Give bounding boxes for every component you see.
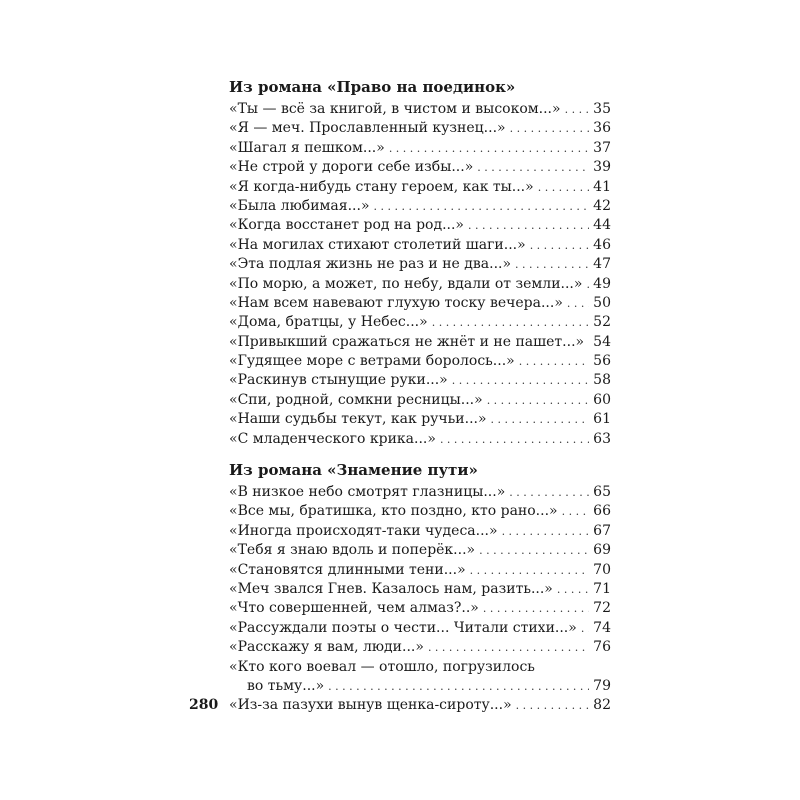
toc-entry — [229, 638, 611, 657]
entry-title: «Меч звался Гнев. Казалось нам, разить...» — [229, 580, 553, 597]
entry-page-number: 58 — [593, 372, 611, 389]
toc-entry — [229, 352, 611, 371]
entry-page-number: 66 — [593, 503, 611, 520]
toc-entry — [229, 371, 611, 390]
dot-leader — [428, 638, 589, 657]
entry-title: «Расскажу я вам, люди...» — [229, 639, 424, 656]
entry-title: «Раскинув стынущие руки...» — [229, 372, 448, 389]
entry-page-number: 71 — [593, 580, 611, 597]
entry-title: «Не строй у дороги себе избы...» — [229, 159, 474, 176]
dot-leader — [477, 158, 589, 177]
dot-leader — [581, 619, 589, 638]
dot-leader — [530, 236, 589, 255]
dot-leader — [586, 275, 589, 294]
entry-title: «Иногда происходят-таки чудеса...» — [229, 522, 498, 539]
entry-title: «Тебя я знаю вдоль и поперёк...» — [229, 542, 476, 559]
toc-entry — [229, 483, 611, 502]
toc-entry — [229, 255, 611, 274]
entry-page-number: 42 — [593, 197, 611, 214]
entry-page-number: 69 — [593, 542, 611, 559]
section-heading: Из романа «Знамение пути» — [229, 461, 478, 480]
dot-leader — [470, 561, 589, 580]
entry-title: «Кто кого воевал — отошло, погрузилось — [229, 658, 535, 675]
dot-leader — [538, 178, 589, 197]
entry-title: «Была любимая...» — [229, 197, 370, 214]
toc-entry — [229, 100, 611, 119]
entry-page-number: 49 — [593, 275, 611, 292]
entry-title: «С младенческого крика...» — [229, 430, 436, 447]
toc-section — [229, 74, 611, 449]
toc-section — [229, 457, 611, 716]
entry-title: «Гудящее море с ветрами боролось...» — [229, 353, 515, 370]
entry-title: «Становятся длинными тени...» — [229, 561, 466, 578]
toc-entry — [229, 502, 611, 521]
entry-title: «Дома, братцы, у Небес...» — [229, 314, 428, 331]
toc-list — [229, 100, 611, 449]
entry-page-number: 67 — [593, 522, 611, 539]
dot-leader — [440, 430, 589, 449]
toc-entry — [229, 119, 611, 138]
toc-entry — [229, 658, 611, 697]
entry-title: «Я — меч. Прославленный кузнец...» — [229, 120, 506, 137]
toc-list — [229, 483, 611, 716]
toc-entry — [229, 236, 611, 255]
toc-entry — [229, 275, 611, 294]
toc-entry — [229, 313, 611, 332]
entry-title: «В низкое небо смотрят глазницы...» — [229, 484, 506, 501]
dot-leader — [565, 100, 589, 119]
toc-entry — [229, 391, 611, 410]
dot-leader — [519, 352, 589, 371]
entry-page-number: 46 — [593, 236, 611, 253]
toc-entry — [229, 696, 611, 715]
entry-page-number: 56 — [593, 353, 611, 370]
toc-entry — [229, 580, 611, 599]
entry-page-number: 35 — [593, 101, 611, 117]
entry-page-number: 82 — [593, 697, 611, 714]
entry-page-number: 39 — [593, 159, 611, 176]
toc-entry — [229, 522, 611, 541]
toc-entry — [229, 410, 611, 429]
dot-leader — [515, 255, 589, 274]
table-of-contents — [229, 74, 611, 716]
entry-page-number: 63 — [593, 430, 611, 447]
entry-title: «Шагал я пешком...» — [229, 139, 385, 156]
dot-leader — [328, 677, 589, 696]
dot-leader — [432, 313, 589, 332]
toc-entry — [229, 294, 611, 313]
entry-title: «Эта подлая жизнь не раз и не два...» — [229, 256, 512, 273]
toc-entry — [229, 216, 611, 235]
toc-entry — [229, 619, 611, 638]
entry-page-number: 72 — [593, 600, 611, 617]
dot-leader — [468, 216, 589, 235]
toc-entry — [229, 197, 611, 216]
dot-leader — [374, 197, 589, 216]
entry-title: «Спи, родной, сомкни ресницы...» — [229, 391, 483, 408]
entry-page-number: 60 — [593, 391, 611, 408]
entry-title: «По морю, а может, по небу, вдали от земли...» — [229, 275, 583, 292]
entry-page-number: 50 — [593, 294, 611, 311]
dot-leader — [491, 410, 589, 429]
entry-title: «Рассуждали поэты о чести... Читали стихи...» — [229, 619, 577, 636]
dot-leader — [509, 483, 589, 502]
entry-title: «Привыкший сражаться не жнёт и не пашет...» — [229, 333, 585, 350]
toc-entry — [229, 139, 611, 158]
dot-leader — [389, 139, 589, 158]
entry-title: «Что совершенней, чем алмаз?..» — [229, 600, 479, 617]
entry-title-continuation: во тьму...» — [247, 677, 325, 694]
toc-entry — [229, 561, 611, 580]
entry-page-number: 37 — [593, 139, 611, 156]
entry-title: «Наши судьбы текут, как ручьи...» — [229, 411, 487, 428]
dot-leader — [516, 696, 589, 715]
toc-entry — [229, 158, 611, 177]
dot-leader — [483, 599, 589, 618]
dot-leader — [487, 391, 589, 410]
entry-page-number: 61 — [593, 411, 611, 428]
entry-page-number: 65 — [593, 484, 611, 501]
dot-leader — [452, 371, 589, 390]
dot-leader — [502, 522, 589, 541]
dot-leader — [588, 333, 589, 352]
dot-leader — [510, 119, 589, 138]
toc-entry — [229, 178, 611, 197]
dot-leader — [567, 294, 589, 313]
entry-page-number: 70 — [593, 561, 611, 578]
entry-title-continuation-line — [229, 677, 611, 696]
entry-page-number: 47 — [593, 256, 611, 273]
toc-entry — [229, 333, 611, 352]
entry-page-number: 44 — [593, 217, 611, 234]
entry-title: «Когда восстанет род на род...» — [229, 217, 464, 234]
toc-entry — [229, 430, 611, 449]
dot-leader — [562, 502, 589, 521]
entry-page-number: 52 — [593, 314, 611, 331]
toc-entry — [229, 541, 611, 560]
entry-page-number: 79 — [593, 677, 611, 694]
section-heading: Из романа «Право на поединок» — [229, 78, 516, 96]
entry-page-number: 54 — [593, 333, 611, 350]
entry-page-number: 74 — [593, 619, 611, 636]
dot-leader — [557, 580, 589, 599]
toc-entry — [229, 599, 611, 618]
entry-page-number: 76 — [593, 639, 611, 656]
entry-title: «Из-за пазухи вынув щенка-сироту...» — [229, 697, 512, 714]
entry-page-number: 36 — [593, 120, 611, 137]
entry-title: «На могилах стихают столетий шаги...» — [229, 236, 526, 253]
entry-title: «Нам всем навевают глухую тоску вечера...» — [229, 294, 563, 311]
entry-page-number: 41 — [593, 178, 611, 195]
entry-title: «Все мы, братишка, кто поздно, кто рано...» — [229, 503, 558, 520]
page-number: 280 — [189, 697, 219, 714]
dot-leader — [479, 541, 589, 560]
entry-title: «Я когда-нибудь стану героем, как ты...» — [229, 178, 534, 195]
entry-title: «Ты — всё за книгой, в чистом и высоком...» — [229, 101, 561, 117]
